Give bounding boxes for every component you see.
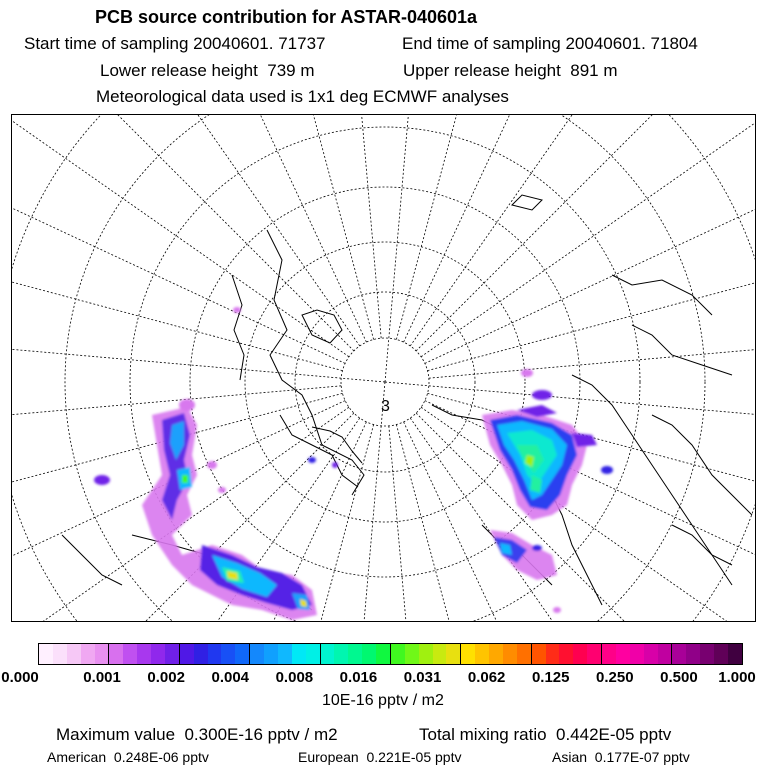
color-scale-tick-label: 0.004: [211, 669, 250, 686]
color-scale-cell: [194, 644, 208, 664]
american-contribution: American 0.248E-06 pptv: [47, 749, 209, 765]
plume-eurasia: [233, 307, 613, 613]
meridian-line: [12, 115, 349, 357]
color-scale-cell: [95, 644, 110, 664]
color-scale-cell: [264, 644, 278, 664]
color-scale-cell: [503, 644, 517, 664]
color-scale-tick-label: 0.500: [660, 669, 698, 686]
meridian-line: [12, 312, 385, 382]
color-scale-cell: [321, 644, 335, 664]
color-scale-cell: [391, 644, 405, 664]
color-scale-tick-label: 0.001: [83, 669, 121, 686]
color-scale-cell: [165, 644, 180, 664]
color-scale-cell: [180, 644, 194, 664]
color-scale-cell: [81, 644, 95, 664]
color-scale-cell: [278, 644, 292, 664]
polar-map: [11, 114, 756, 622]
meridian-line: [410, 115, 756, 346]
meridian-line: [12, 175, 342, 371]
meridian-line: [47, 115, 366, 342]
graticule: [12, 115, 756, 622]
color-scale-cell: [559, 644, 573, 664]
color-scale-cell: [616, 644, 630, 664]
color-scale-tick-label: 0.031: [403, 669, 442, 686]
color-scale-tick-label: 0.125: [531, 669, 570, 686]
color-scale-tick-label: 0.062: [467, 669, 506, 686]
color-scale-cell: [208, 644, 222, 664]
color-scale-cell: [348, 644, 362, 664]
color-scale-cell: [644, 644, 658, 664]
meridian-line: [425, 115, 756, 363]
color-scale-cell: [433, 644, 447, 664]
meridian-line: [421, 115, 756, 357]
color-scale-cell: [461, 644, 475, 664]
color-scale-cell: [405, 644, 419, 664]
meridian-line: [404, 115, 723, 342]
meridian-line: [425, 401, 756, 622]
color-scale-cell: [123, 644, 137, 664]
color-scale-cell: [53, 644, 67, 664]
color-scale-cell: [250, 644, 264, 664]
upper-release-label: Upper release height 891 m: [403, 61, 618, 80]
polar-map-canvas: [12, 115, 756, 622]
color-scale-tick-label: 0.002: [147, 669, 185, 686]
color-scale-cell: [137, 644, 151, 664]
end-time-label: End time of sampling 20040601. 71804: [402, 34, 698, 53]
max-value-label: Maximum value 0.300E-16 pptv / m2: [56, 725, 338, 744]
map-title: PCB source contribution for ASTAR-040601a: [95, 7, 478, 27]
color-scale-cell: [672, 644, 686, 664]
color-scale-cell: [728, 644, 742, 664]
meridian-line: [428, 175, 756, 371]
color-scale-tick-label: 0.016: [339, 669, 378, 686]
meridian-line: [315, 382, 385, 622]
color-scale-cell: [587, 644, 602, 664]
color-scale-cell: [658, 644, 673, 664]
meridian-line: [389, 426, 455, 622]
color-scale-cell: [362, 644, 376, 664]
color-scale-cell: [67, 644, 81, 664]
color-scale-cell: [532, 644, 546, 664]
color-scale-cell: [446, 644, 461, 664]
color-scale-cell: [306, 644, 321, 664]
scale-unit-label: 10E-16 pptv / m2: [322, 692, 444, 709]
color-scale-cell: [109, 644, 123, 664]
meridian-line: [428, 393, 756, 589]
color-scale-cell: [334, 644, 348, 664]
color-scale-tick-label: 1.000: [718, 669, 756, 686]
color-scale-cell: [573, 644, 587, 664]
color-scale-cell: [475, 644, 489, 664]
meridian-line: [12, 115, 360, 346]
plume-north-america: [94, 399, 317, 620]
color-scale-tick-label: 0.008: [275, 669, 314, 686]
color-scale-cell: [292, 644, 306, 664]
color-scale-cell: [221, 644, 235, 664]
color-scale-cell: [700, 644, 714, 664]
color-scale-cell: [714, 644, 728, 664]
color-scale-tick-label: 0.000: [1, 669, 39, 686]
meridian-line: [315, 115, 381, 338]
asian-contribution: Asian 0.177E-07 pptv: [552, 749, 690, 765]
color-scale-cell: [686, 644, 700, 664]
meridian-line: [385, 115, 455, 382]
meridian-line: [12, 115, 345, 363]
color-scale-cell: [39, 644, 53, 664]
met-data-label: Meteorological data used is 1x1 deg ECMWF analyses: [96, 87, 509, 106]
color-scale-cell: [235, 644, 250, 664]
color-scale-cell: [630, 644, 644, 664]
european-contribution: European 0.221E-05 pptv: [298, 749, 462, 765]
meridian-line: [429, 312, 756, 378]
color-scale-cell: [602, 644, 616, 664]
color-scale-cell: [151, 644, 165, 664]
color-scale-cell: [517, 644, 532, 664]
color-scale-bar: [38, 643, 743, 665]
color-scale-cell: [376, 644, 391, 664]
color-scale-cell: [419, 644, 433, 664]
color-scale-cell: [489, 644, 503, 664]
color-scale-cell: [546, 644, 560, 664]
lower-release-label: Lower release height 739 m: [100, 61, 315, 80]
pole-label: 3: [381, 398, 390, 415]
color-scale-tick-label: 0.250: [596, 669, 634, 686]
total-mixing-label: Total mixing ratio 0.442E-05 pptv: [419, 725, 672, 744]
start-time-label: Start time of sampling 20040601. 71737: [24, 34, 326, 53]
